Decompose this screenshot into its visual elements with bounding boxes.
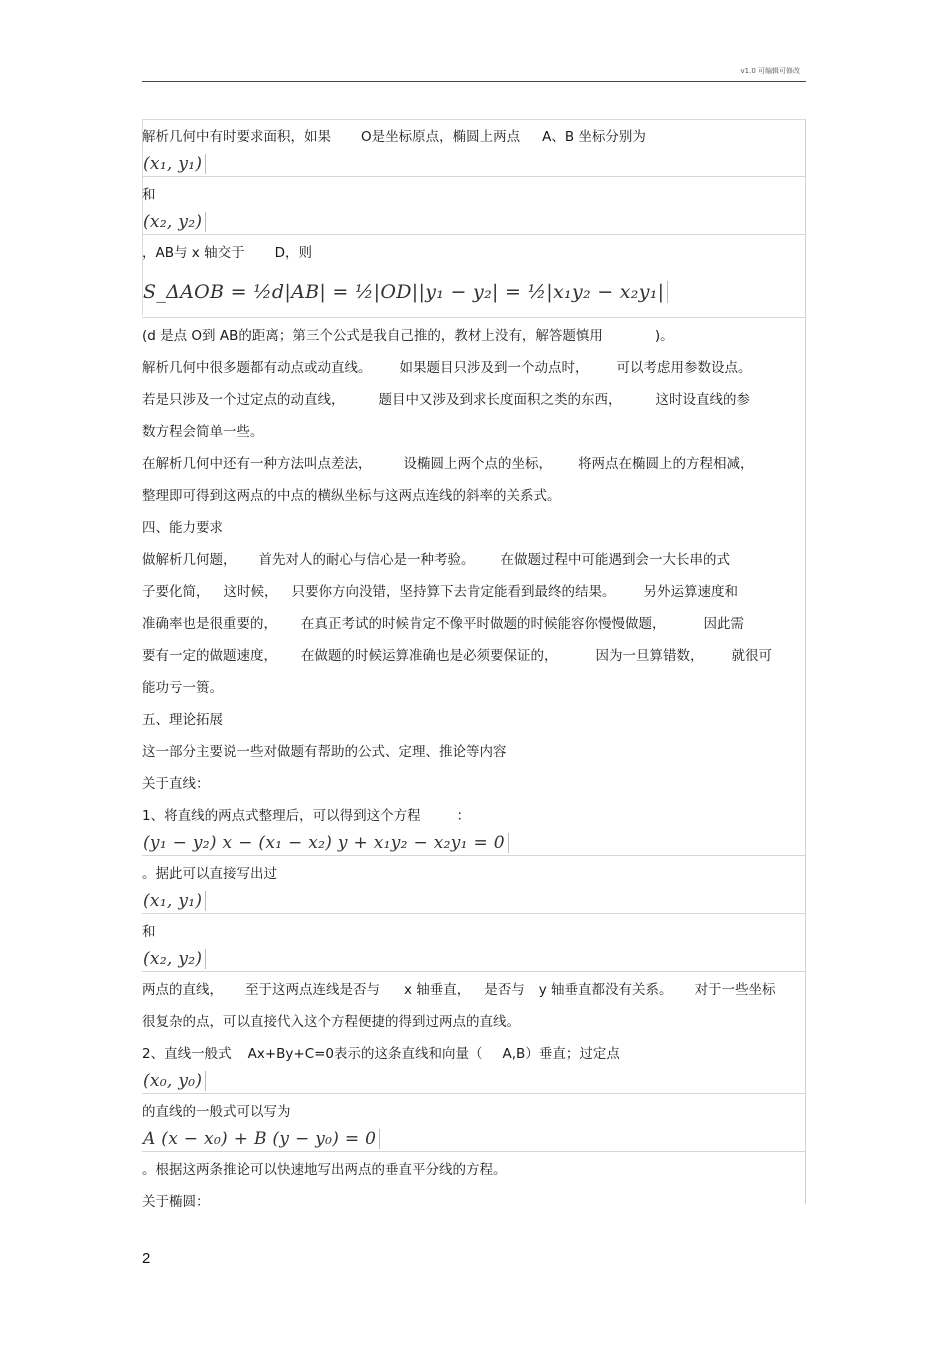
text-line bbox=[142, 1184, 806, 1216]
text-segment: 首先对人的耐心与信心是一种考验。 bbox=[258, 552, 475, 568]
text-segment: 和 bbox=[142, 924, 156, 940]
text-line bbox=[142, 235, 806, 267]
text-segment: )。 bbox=[654, 328, 674, 344]
text-segment: Ax+By+C=0表示的这条直线和向量（ bbox=[247, 1046, 483, 1062]
text-segment: 整理即可得到这两点的中点的横纵坐标与这两点连线的斜率的关系式。 bbox=[142, 488, 561, 504]
formula: (y₁ − y₂) x − (x₁ − x₂) y + x₁y₂ − x₂y₁ = 0 bbox=[143, 833, 509, 853]
text-segment: 如果题目只涉及到一个动点时， bbox=[399, 360, 589, 376]
text-line bbox=[142, 1152, 806, 1184]
formula: A (x − x₀) + B (y − y₀) = 0 bbox=[143, 1129, 380, 1149]
text-segment: 对于一些坐标 bbox=[694, 982, 776, 998]
text-segment: 四、能力要求 bbox=[142, 520, 223, 536]
formula-line bbox=[142, 830, 806, 856]
text-line bbox=[142, 702, 806, 734]
header-rule bbox=[142, 81, 806, 82]
text-segment: 很复杂的点，可以直接代入这个方程便捷的得到过两点的直线。 bbox=[142, 1014, 520, 1030]
formula-line bbox=[142, 209, 806, 235]
formula-line bbox=[142, 888, 806, 914]
text-segment: 解析几何中很多题都有动点或动直线。 bbox=[142, 360, 372, 376]
text-line bbox=[142, 414, 806, 446]
text-segment: 能功亏一篑。 bbox=[142, 680, 223, 696]
text-line bbox=[142, 972, 806, 1004]
text-segment: 这一部分主要说一些对做题有帮助的公式、定理、推论等内容 bbox=[142, 744, 507, 760]
page-number: 2 bbox=[142, 1250, 151, 1267]
formula: (x₁, y₁) bbox=[143, 154, 206, 174]
text-line bbox=[142, 478, 806, 510]
text-segment: 和 bbox=[142, 187, 156, 203]
text-line bbox=[142, 446, 806, 478]
text-segment: y 轴垂直都没有关系。 bbox=[538, 982, 673, 998]
text-line bbox=[142, 734, 806, 766]
document-body bbox=[142, 119, 806, 1216]
text-line bbox=[142, 382, 806, 414]
text-segment: ： bbox=[456, 808, 471, 824]
text-segment: 数方程会简单一些。 bbox=[142, 424, 264, 440]
text-line bbox=[142, 574, 806, 606]
text-segment: 可以考虑用参数设点。 bbox=[616, 360, 752, 376]
text-line bbox=[142, 766, 806, 798]
formula: (x₂, y₂) bbox=[143, 212, 206, 232]
text-line bbox=[142, 856, 806, 888]
text-line bbox=[142, 542, 806, 574]
text-line bbox=[142, 606, 806, 638]
text-segment: (d 是点 O到 AB的距离；第三个公式是我自己推的，教材上没有，解答题慎用 bbox=[142, 328, 603, 344]
text-line bbox=[142, 798, 806, 830]
text-segment: A、B 坐标分别为 bbox=[542, 129, 646, 145]
text-segment: 。根据这两条推论可以快速地写出两点的垂直平分线的方程。 bbox=[142, 1162, 507, 1178]
text-line bbox=[142, 318, 806, 350]
text-segment: 两点的直线， bbox=[142, 982, 223, 998]
formula: S_ΔAOB = ½d|AB| = ½|OD||y₁ − y₂| = ½|x₁y₂ − x₂y₁| bbox=[143, 281, 668, 303]
text-segment: O是坐标原点，椭圆上两点 bbox=[361, 129, 521, 145]
text-line bbox=[142, 510, 806, 542]
text-line bbox=[142, 670, 806, 702]
text-line bbox=[142, 1036, 806, 1068]
formula: (x₂, y₂) bbox=[143, 949, 206, 969]
text-line bbox=[142, 1004, 806, 1036]
text-segment: 关于直线： bbox=[142, 776, 210, 792]
formula-line bbox=[142, 1068, 806, 1094]
formula: (x₁, y₁) bbox=[143, 891, 206, 911]
text-segment: 将两点在椭圆上的方程相减， bbox=[578, 456, 754, 472]
text-segment: 这时设直线的参 bbox=[655, 392, 750, 408]
text-segment: 在真正考试的时候肯定不像平时做题的时候能容你慢慢做题， bbox=[301, 616, 666, 632]
text-segment: 设椭圆上两个点的坐标， bbox=[403, 456, 552, 472]
text-line bbox=[142, 119, 806, 151]
text-segment: 五、理论拓展 bbox=[142, 712, 223, 728]
text-line bbox=[142, 177, 806, 209]
text-segment: 在做题过程中可能遇到会一大长串的式 bbox=[500, 552, 730, 568]
text-line bbox=[142, 914, 806, 946]
formula-line bbox=[142, 151, 806, 177]
text-segment: x 轴垂直， bbox=[404, 982, 471, 998]
text-segment: 题目中又涉及到求长度面积之类的东西， bbox=[378, 392, 622, 408]
header-version-note: v1.0 可编辑可修改 bbox=[740, 67, 800, 75]
formula-line bbox=[142, 267, 806, 318]
text-line bbox=[142, 1094, 806, 1126]
text-segment: 只要你方向没错，坚持算下去肯定能看到最终的结果。 bbox=[291, 584, 616, 600]
formula: (x₀, y₀) bbox=[143, 1071, 206, 1091]
text-segment: A,B）垂直；过定点 bbox=[502, 1046, 620, 1062]
text-line bbox=[142, 350, 806, 382]
text-segment: 另外运算速度和 bbox=[643, 584, 738, 600]
formula-line bbox=[142, 946, 806, 972]
text-segment: 关于椭圆： bbox=[142, 1194, 210, 1210]
text-segment: 的直线的一般式可以写为 bbox=[142, 1104, 291, 1120]
text-segment: 至于这两点连线是否与 bbox=[245, 982, 380, 998]
text-segment: 子要化简， bbox=[142, 584, 210, 600]
text-segment: 在做题的时候运算准确也是必须要保证的， bbox=[301, 648, 558, 664]
text-segment: 解析几何中有时要求面积，如果 bbox=[142, 129, 331, 145]
text-segment: 就很可 bbox=[731, 648, 772, 664]
text-segment: 在解析几何中还有一种方法叫点差法， bbox=[142, 456, 372, 472]
text-segment: 2、直线一般式 bbox=[142, 1046, 232, 1062]
text-segment: 要有一定的做题速度， bbox=[142, 648, 277, 664]
text-segment: 是否与 bbox=[484, 982, 525, 998]
text-segment: D，则 bbox=[274, 245, 312, 261]
text-segment: 做解析几何题， bbox=[142, 552, 237, 568]
text-segment: 这时候， bbox=[223, 584, 278, 600]
formula-line bbox=[142, 1126, 806, 1152]
text-segment: 因为一旦算错数， bbox=[595, 648, 704, 664]
text-segment: 1、将直线的两点式整理后，可以得到这个方程 bbox=[142, 808, 421, 824]
text-line bbox=[142, 638, 806, 670]
text-segment: 。据此可以直接写出过 bbox=[142, 866, 277, 882]
text-segment: 因此需 bbox=[703, 616, 744, 632]
text-segment: 准确率也是很重要的， bbox=[142, 616, 277, 632]
text-segment: 若是只涉及一个过定点的动直线， bbox=[142, 392, 345, 408]
text-segment: ，AB与 x 轴交于 bbox=[142, 245, 245, 261]
